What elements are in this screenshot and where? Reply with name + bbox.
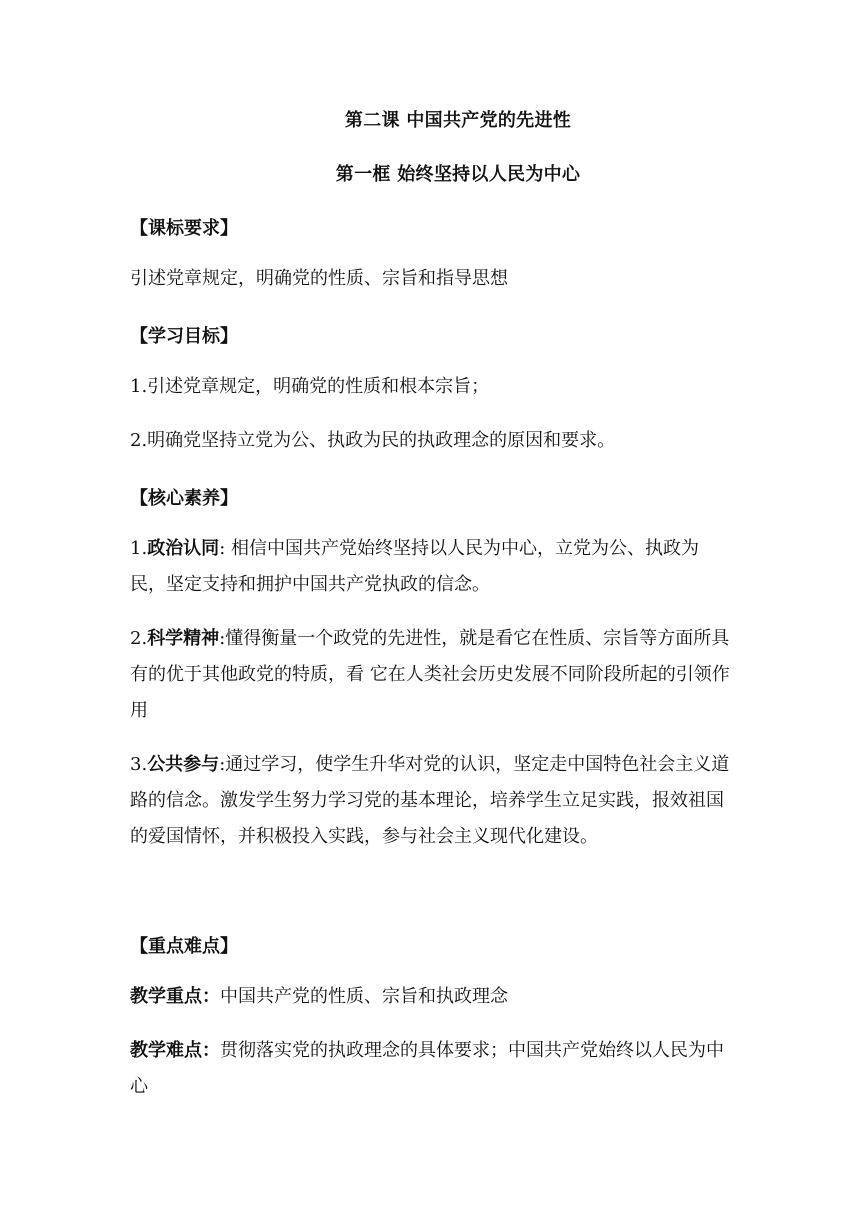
literacy-item-1-text: : 相信中国共产党始终坚持以人民为中心，立党为公、执政为民，坚定支持和拥护中国共产党执政的信念。: [130, 538, 699, 595]
curriculum-heading: 【课标要求】: [130, 218, 238, 239]
literacy-item-2-prefix: 2.: [130, 628, 148, 649]
goal-item-1: 1.引述党章规定，明确党的性质和根本宗旨；: [130, 376, 490, 397]
teaching-difficulty-text: 贯彻落实党的执政理念的具体要求；中国共产党始终以人民为中心: [130, 1040, 724, 1097]
literacy-item-1-label: 政治认同: [147, 538, 220, 559]
literacy-item-3-prefix: 3.: [130, 754, 148, 775]
literacy-item-2: [130, 621, 732, 729]
lesson-subtitle: 第一框 始终坚持以人民为中心: [335, 164, 581, 185]
literacy-item-2-label: 科学精神: [147, 628, 220, 649]
literacy-item-3: [130, 747, 732, 855]
teaching-focus-text: 中国共产党的性质、宗旨和执政理念: [220, 986, 508, 1007]
teaching-focus: [130, 979, 732, 1015]
teaching-focus-label: 教学重点：: [130, 986, 220, 1007]
goals-heading: 【学习目标】: [130, 326, 238, 347]
goal-item-2: 2.明确党坚持立党为公、执政为民的执政理念的原因和要求。: [130, 430, 616, 451]
literacy-item-2-text: :懂得衡量一个政党的先进性，就是看它在性质、宗旨等方面所具有的优于其他政党的特质，看 它在人类社会历史发展不同阶段所起的引领作用: [130, 628, 730, 721]
lesson-title: 第二课 中国共产党的先进性: [344, 110, 572, 131]
teaching-difficulty-label: 教学难点：: [130, 1040, 220, 1061]
teaching-difficulty: [130, 1033, 732, 1105]
literacy-heading: 【核心素养】: [130, 488, 238, 509]
key-points-heading: 【重点难点】: [130, 936, 238, 957]
curriculum-text: 引述党章规定，明确党的性质、宗旨和指导思想: [130, 268, 508, 289]
literacy-item-1-prefix: 1.: [130, 538, 148, 559]
literacy-item-3-text: :通过学习，使学生升华对党的认识，坚定走中国特色社会主义道路的信念。激发学生努力学习党的基本理论，培养学生立足实践，报效祖国的爱国情怀，并积极投入实践，参与社会主义现代化建设。: [130, 754, 730, 847]
literacy-item-3-label: 公共参与: [147, 754, 220, 775]
literacy-item-1: [130, 531, 732, 603]
